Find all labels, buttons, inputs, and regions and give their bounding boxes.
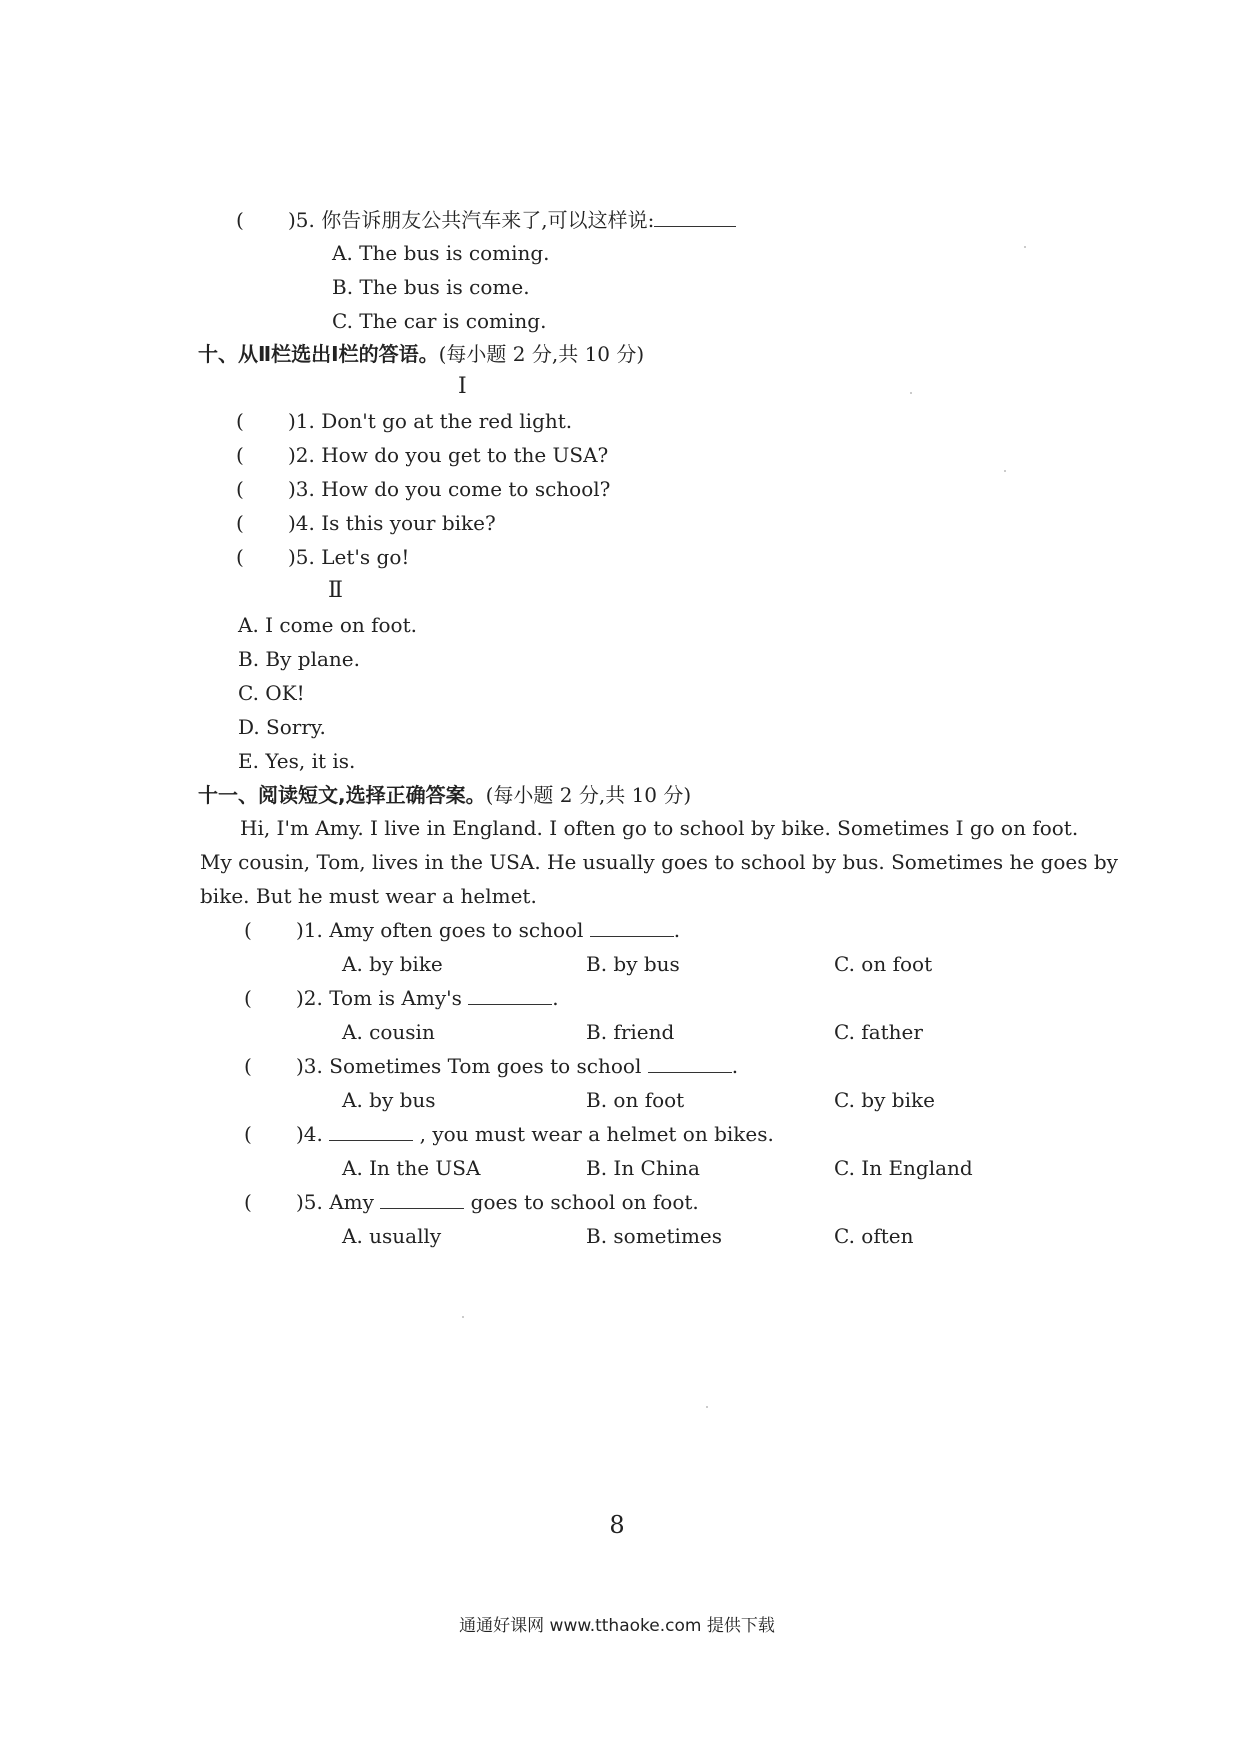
column-2-item: A. I come on foot. <box>238 613 417 637</box>
question-text-end: , you must wear a helmet on bikes. <box>419 1122 774 1146</box>
answer-paren: ( <box>236 409 244 433</box>
section-10-title: 十、从Ⅱ栏选出Ⅰ栏的答语。 <box>198 342 439 366</box>
answer-paren: ( <box>244 986 252 1010</box>
column-2-item: B. By plane. <box>238 647 360 671</box>
item-text: )3. How do you come to school? <box>288 477 611 501</box>
option-b: B. The bus is come. <box>332 275 530 299</box>
option-c: C. by bike <box>834 1088 935 1112</box>
answer-paren: ( <box>236 545 244 569</box>
answer-blank <box>380 1190 464 1209</box>
column-2-item: E. Yes, it is. <box>238 749 356 773</box>
column-1-label: Ⅰ <box>458 374 467 399</box>
question-text-end: . <box>552 986 559 1010</box>
answer-paren: ( <box>244 1054 252 1078</box>
item-text: )2. How do you get to the USA? <box>288 443 609 467</box>
answer-paren: ( <box>244 1122 252 1146</box>
option-b: B. by bus <box>586 952 680 976</box>
option-c: C. often <box>834 1224 914 1248</box>
item-text: )4. Is this your bike? <box>288 511 496 535</box>
column-1-item <box>236 510 496 536</box>
section-10-heading <box>198 341 644 367</box>
question-text-end: goes to school on foot. <box>470 1190 699 1214</box>
question-text: )1. Amy often goes to school <box>296 918 584 942</box>
option-a: A. cousin <box>342 1020 435 1044</box>
answer-paren: ( <box>236 511 244 535</box>
answer-paren: ( <box>244 1190 252 1214</box>
section-11-title: 十一、阅读短文,选择正确答案。 <box>198 783 486 807</box>
scan-speck <box>1004 470 1006 472</box>
answer-blank <box>329 1122 413 1141</box>
question-text: )4. <box>296 1122 323 1146</box>
item-text: )5. Let's go! <box>288 545 410 569</box>
passage-line: My cousin, Tom, lives in the USA. He usually goes to school by bus. Sometimes he goes by <box>200 850 1118 874</box>
option-a: A. usually <box>342 1224 442 1248</box>
passage-line: Hi, I'm Amy. I live in England. I often go to school by bike. Sometimes I go on foot. <box>240 816 1079 840</box>
option-b: B. on foot <box>586 1088 685 1112</box>
option-b: B. In China <box>586 1156 700 1180</box>
column-2-label: Ⅱ <box>328 578 343 603</box>
answer-blank <box>468 986 552 1005</box>
column-1-item <box>236 544 409 570</box>
option-c: C. father <box>834 1020 923 1044</box>
option-c: C. on foot <box>834 952 933 976</box>
question-text-end: . <box>673 918 681 942</box>
answer-blank <box>654 208 736 227</box>
question-9-5 <box>236 207 736 233</box>
column-2-item: C. OK! <box>238 681 305 705</box>
reading-question <box>244 1053 738 1079</box>
answer-blank <box>648 1054 732 1073</box>
answer-paren: ( <box>236 208 244 232</box>
section-10-note: (每小题 2 分,共 10 分) <box>438 342 645 366</box>
column-1-item <box>236 442 608 468</box>
reading-question <box>244 917 680 943</box>
section-11-heading <box>198 782 691 808</box>
column-2-item: D. Sorry. <box>238 715 326 739</box>
reading-question <box>244 1189 699 1215</box>
question-text: )2. Tom is Amy's <box>296 986 462 1010</box>
column-1-item <box>236 476 610 502</box>
reading-question <box>244 1121 774 1147</box>
option-a: A. by bike <box>342 952 443 976</box>
question-text: )5. Amy <box>296 1190 374 1214</box>
question-text-end: . <box>731 1054 739 1078</box>
column-1-item <box>236 408 572 434</box>
answer-paren: ( <box>236 443 244 467</box>
option-b: B. friend <box>586 1020 675 1044</box>
option-a: A. The bus is coming. <box>332 241 550 265</box>
scan-speck <box>1024 246 1026 248</box>
passage-line: bike. But he must wear a helmet. <box>200 884 537 908</box>
question-prompt: )5. 你告诉朋友公共汽车来了,可以这样说: <box>288 208 655 232</box>
option-c: C. In England <box>834 1156 973 1180</box>
scan-speck <box>706 1406 708 1408</box>
question-text: )3. Sometimes Tom goes to school <box>296 1054 642 1078</box>
option-c: C. The car is coming. <box>332 309 547 333</box>
option-b: B. sometimes <box>586 1224 723 1248</box>
scan-speck <box>910 392 912 394</box>
option-a: A. by bus <box>342 1088 436 1112</box>
scan-speck <box>462 1316 464 1318</box>
answer-blank <box>590 918 674 937</box>
answer-paren: ( <box>244 918 252 942</box>
item-text: )1. Don't go at the red light. <box>288 409 573 433</box>
answer-paren: ( <box>236 477 244 501</box>
section-11-note: (每小题 2 分,共 10 分) <box>485 783 692 807</box>
footer-credit: 通通好课网 www.tthaoke.com 提供下载 <box>459 1616 775 1636</box>
reading-question <box>244 985 559 1011</box>
page-number: 8 <box>609 1511 625 1539</box>
option-a: A. In the USA <box>342 1156 481 1180</box>
